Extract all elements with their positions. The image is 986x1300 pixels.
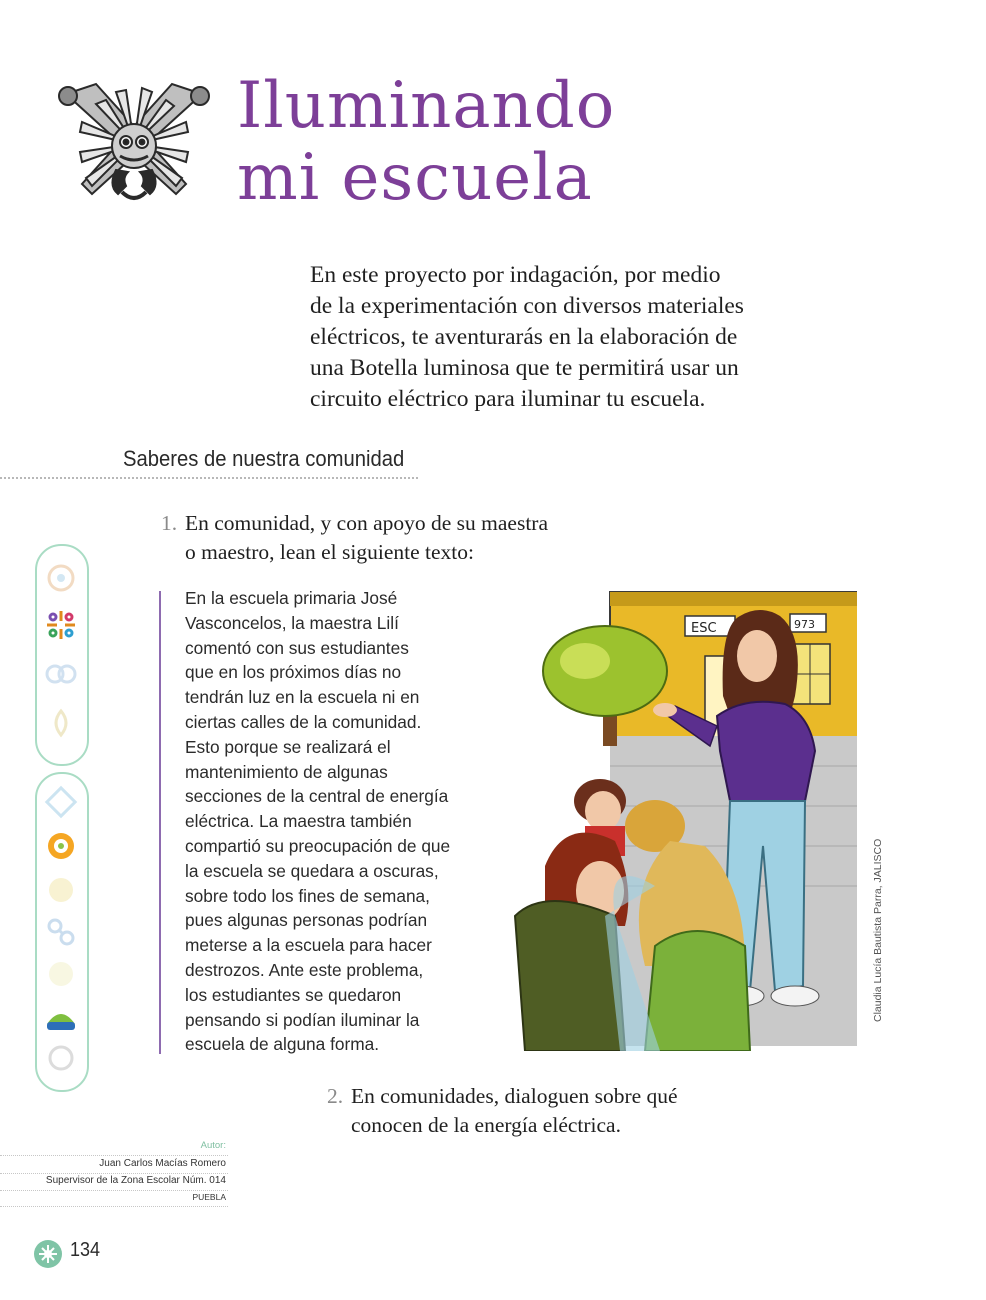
reading-bar xyxy=(159,591,161,1054)
reading-line: la escuela se quedara a oscuras, xyxy=(185,860,439,881)
school-number: 973 xyxy=(794,618,815,631)
author-state: PUEBLA xyxy=(192,1192,226,1202)
page-number-icon xyxy=(33,1239,63,1269)
side-nav-icon-4[interactable] xyxy=(41,703,81,743)
reading-line: pues algunas personas podrían xyxy=(185,910,428,931)
author-divider xyxy=(0,1173,228,1174)
title-line-1: Iluminando xyxy=(237,69,616,143)
author-divider xyxy=(0,1190,228,1191)
reading-line: ciertas calles de la comunidad. xyxy=(185,711,422,732)
reading-line: sobre todo los fines de semana, xyxy=(185,885,430,906)
reading-line: que en los próximos días no xyxy=(185,662,402,683)
side-nav-icon-active[interactable] xyxy=(41,605,81,645)
intro-line: eléctricos, te aventurarás en la elaboración de xyxy=(310,324,738,350)
author-label: Autor: xyxy=(200,1140,226,1151)
item-line: En comunidades, dialoguen sobre qué xyxy=(351,1084,678,1108)
author-divider xyxy=(0,1206,228,1207)
reading-line: meterse a la escuela para hacer xyxy=(185,935,432,956)
reading-line: destrozos. Ante este problema, xyxy=(185,959,424,980)
intro-line: En este proyecto por indagación, por medio xyxy=(310,262,721,288)
side-nav-icon-11[interactable] xyxy=(41,1038,81,1078)
school-illustration xyxy=(505,586,857,1051)
intro-line: una Botella luminosa que te permitirá usar un xyxy=(310,355,739,381)
item-line: En comunidad, y con apoyo de su maestra xyxy=(185,511,549,535)
illustration-credit: Claudia Lucía Bautista Parra, JALISCO xyxy=(872,838,884,1022)
reading-line: tendrán luz en la escuela ni en xyxy=(185,687,420,708)
reading-line: comentó con sus estudiantes xyxy=(185,637,409,658)
side-nav-icon-5[interactable] xyxy=(41,782,81,822)
author-role: Supervisor de la Zona Escolar Núm. 014 xyxy=(45,1175,226,1186)
school-sign: ESC xyxy=(691,621,717,636)
intro-paragraph xyxy=(310,260,760,415)
side-nav-icon-8[interactable] xyxy=(41,912,81,952)
reading-line: pensando si podían iluminar la xyxy=(185,1009,420,1030)
section-divider xyxy=(0,477,418,479)
side-nav-icon-7[interactable] xyxy=(41,870,81,910)
reading-line: los estudiantes se quedaron xyxy=(185,984,402,1005)
reading-line: mantenimiento de algunas xyxy=(185,761,388,782)
reading-line: escuela de alguna forma. xyxy=(185,1034,380,1055)
item-line: o maestro, lean el siguiente texto: xyxy=(185,540,474,564)
section-title: Saberes de nuestra comunidad xyxy=(123,446,405,471)
page-number: 134 xyxy=(70,1239,101,1261)
intro-line: circuito eléctrico para iluminar tu escuela. xyxy=(310,386,706,412)
reading-line: compartió su preocupación de que xyxy=(185,835,451,856)
author-divider xyxy=(0,1155,228,1156)
item-number: 2. xyxy=(327,1084,344,1108)
side-nav-icon-9[interactable] xyxy=(41,954,81,994)
side-nav-icon-3[interactable] xyxy=(41,654,81,694)
title-line-2: mi escuela xyxy=(237,141,593,215)
side-nav-icon-1[interactable] xyxy=(41,558,81,598)
reading-line: Vasconcelos, la maestra Lilí xyxy=(185,612,399,633)
reading-line: secciones de la central de energía xyxy=(185,786,449,807)
author-name: Juan Carlos Macías Romero xyxy=(99,1158,226,1169)
side-nav-icon-10[interactable] xyxy=(41,998,81,1038)
side-nav-icon-6[interactable] xyxy=(41,826,81,866)
reading-line: Esto porque se realizará el xyxy=(185,736,391,757)
emblem-icon xyxy=(56,74,212,212)
reading-line: En la escuela primaria José xyxy=(185,588,398,608)
intro-line: de la experimentación con diversos materiales xyxy=(310,293,744,319)
item-line: conocen de la energía eléctrica. xyxy=(351,1113,621,1137)
item-number: 1. xyxy=(161,511,178,535)
reading-line: eléctrica. La maestra también xyxy=(185,811,412,832)
reading-text xyxy=(185,586,485,1057)
